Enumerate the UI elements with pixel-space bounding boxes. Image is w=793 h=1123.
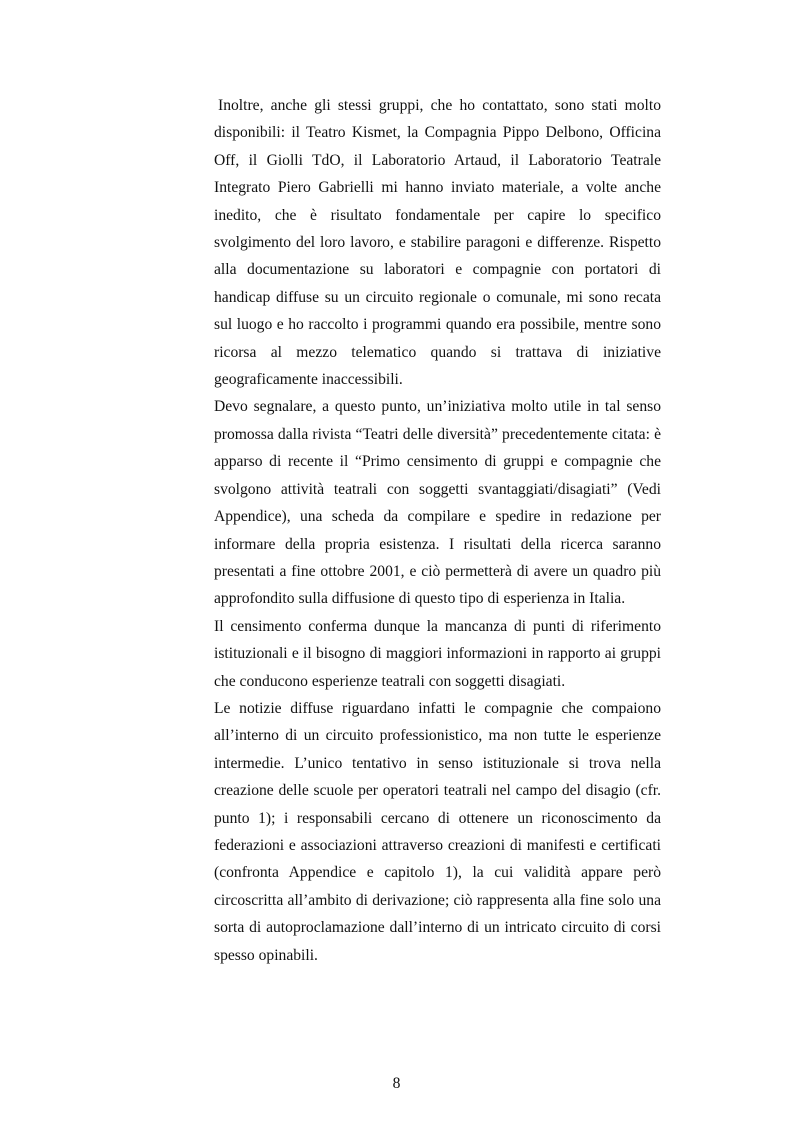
- page-number: 8: [392, 1075, 401, 1092]
- paragraph-census-initiative: Devo segnalare, a questo punto, un’iniziativa molto utile in tal senso promossa dalla rivista “Teatri delle diversità” precedentemente citata: è apparso di recente il “Primo censimento di gruppi e compagnie che svolgono attività teatrali con soggetti svantaggiati/disagiati” (Vedi Appendice), una scheda da compilare e spedire in redazione per informare della propria esistenza. I risultati della ricerca saranno presentati a fine ottobre 2001, e ciò permetterà di avere un quadro più approfondito sulla diffusione di questo tipo di esperienza in Italia.: [214, 398, 661, 608]
- paragraph-institutional-attempts: Le notizie diffuse riguardano infatti le compagnie che compaiono all’interno di un circuito professionistico, ma non tutte le esperienze intermedie. L’unico tentativo in senso istituzionale si trova nella creazione delle scuole per operatori teatrali nel campo del disagio (cfr. punto 1); i responsabili cercano di ottenere un riconoscimento da federazioni e associazioni attraverso creazioni di manifesti e certificati (confronta Appendice e capitolo 1), la cui validità appare però circoscritta all’ambito di derivazione; ciò rappresenta alla fine solo una sorta di autoproclamazione dall’interno di un intricato circuito di corsi spesso opinabili.: [214, 699, 661, 964]
- paragraph-sources: Inoltre, anche gli stessi gruppi, che ho contattato, sono stati molto disponibili: il Teatro Kismet, la Compagnia Pippo Delbono, Officina Off, il Giolli TdO, il Laboratorio Artaud, il Laboratorio Teatrale Integrato Piero Gabrielli mi hanno inviato materiale, a volte anche inedito, che è risultato fondamentale per capire lo specifico svolgimento del loro lavoro, e stabilire paragoni e differenze. Rispetto alla documentazione su laboratori e compagnie con portatori di handicap diffuse su un circuito regionale o comunale, mi sono recata sul luogo e ho raccolto i programmi quando era possibile, mentre sono ricorsa al mezzo telematico quando si trattava di iniziative geograficamente inaccessibili.: [214, 97, 661, 389]
- body-text: [214, 92, 661, 969]
- paragraph-census-conclusion: Il censimento conferma dunque la mancanza di punti di riferimento istituzionali e il bisogno di maggiori informazioni in rapporto ai gruppi che conducono esperienze teatrali con soggetti disagiati.: [214, 617, 661, 690]
